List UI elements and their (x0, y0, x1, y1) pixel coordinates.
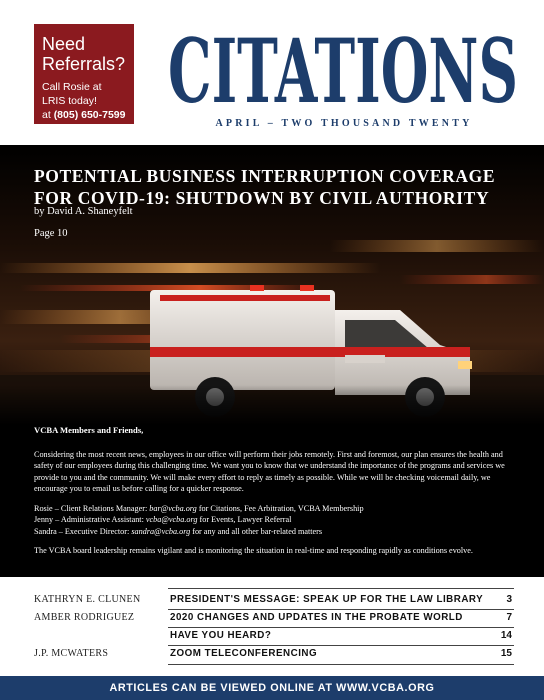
referral-line4: LRIS today! (42, 95, 97, 107)
contact-purpose: for Events, Lawyer Referral (197, 515, 292, 524)
contact-role: Rosie – Client Relations Manager: (34, 503, 150, 513)
toc-row[interactable] (0, 646, 544, 664)
feature-panel (0, 145, 544, 577)
toc-row[interactable] (0, 610, 544, 628)
contact-role: Jenny – Administrative Assistant: (34, 515, 146, 524)
footer-banner[interactable]: ARTICLES CAN BE VIEWED ONLINE AT WWW.VCBA.ORG (0, 676, 544, 700)
referral-line2: Referrals? (42, 54, 126, 74)
contact-email[interactable]: vcba@vcba.org (145, 515, 198, 524)
toc-row[interactable] (0, 628, 544, 646)
contact-item (34, 526, 514, 538)
referral-phone: (805) 650-7599 (53, 109, 126, 121)
referral-at: at (42, 109, 54, 121)
toc-author: AMBER RODRIGUEZ (34, 612, 135, 623)
contact-email[interactable]: bar@vcba.org (149, 503, 197, 513)
member-letter (34, 425, 514, 565)
contact-purpose: for Citations, Fee Arbitration, VCBA Membership (196, 503, 364, 513)
feature-title-line1: POTENTIAL BUSINESS INTERRUPTION COVERAGE (34, 166, 496, 186)
toc-title: PRESIDENT'S MESSAGE: SPEAK UP FOR THE LAW LIBRARY (170, 594, 484, 605)
toc-author: KATHRYN E. CLUNEN (34, 594, 141, 605)
toc-page: 3 (506, 594, 512, 605)
letter-closing: The VCBA board leadership remains vigilant and is monitoring the situation in real-time and responding rapidly as conditions evolve. (34, 546, 473, 555)
masthead-title: CITATIONS (168, 22, 518, 114)
contact-email[interactable]: sandra@vcba.org (131, 526, 191, 536)
citations-logo (168, 22, 518, 114)
feature-headline[interactable] (34, 165, 495, 209)
contact-item (34, 514, 514, 526)
toc-page: 14 (500, 630, 512, 641)
toc-divider (168, 588, 514, 589)
referral-phone-line (42, 108, 134, 122)
feature-byline: by David A. Shaneyfelt (34, 206, 133, 217)
referral-line3: Call Rosie at (42, 81, 102, 93)
letter-body: Considering the most recent news, employees in our office will perform their jobs remotely. First and foremost, our plan ensures the health and safety of our employees during this challenging time. We want you to know that we understand the importance of the programs and services we provide to you and the community. We will make every effort to reply as timely as possible. While we will be checking voicemail daily, we encourage you to email us before calling for a quicker response. (34, 449, 505, 493)
referral-line1: Need (42, 34, 86, 54)
contact-list (34, 503, 514, 538)
letter-greeting: VCBA Members and Friends, (34, 425, 144, 435)
toc-row[interactable] (0, 592, 544, 610)
feature-page-ref[interactable]: Page 10 (34, 228, 68, 239)
toc-title: 2020 CHANGES AND UPDATES IN THE PROBATE WORLD (170, 612, 463, 623)
issue-date: APRIL – TWO THOUSAND TWENTY (215, 118, 473, 129)
masthead-logo (168, 22, 518, 116)
toc-page: 7 (506, 612, 512, 623)
toc-title: ZOOM TELECONFERENCING (170, 648, 318, 659)
contact-item (34, 503, 514, 515)
toc-page: 15 (500, 648, 512, 659)
toc-title: HAVE YOU HEARD? (170, 630, 272, 641)
contact-purpose: for any and all other bar-related matters (190, 526, 323, 536)
masthead-header (0, 0, 544, 145)
contact-role: Sandra – Executive Director: (34, 526, 132, 536)
feature-title-line2: FOR COVID-19: SHUTDOWN BY CIVIL AUTHORITY (34, 188, 490, 208)
toc-divider (168, 664, 514, 665)
toc-author: J.P. MCWATERS (34, 648, 109, 659)
referral-box[interactable] (34, 24, 134, 124)
